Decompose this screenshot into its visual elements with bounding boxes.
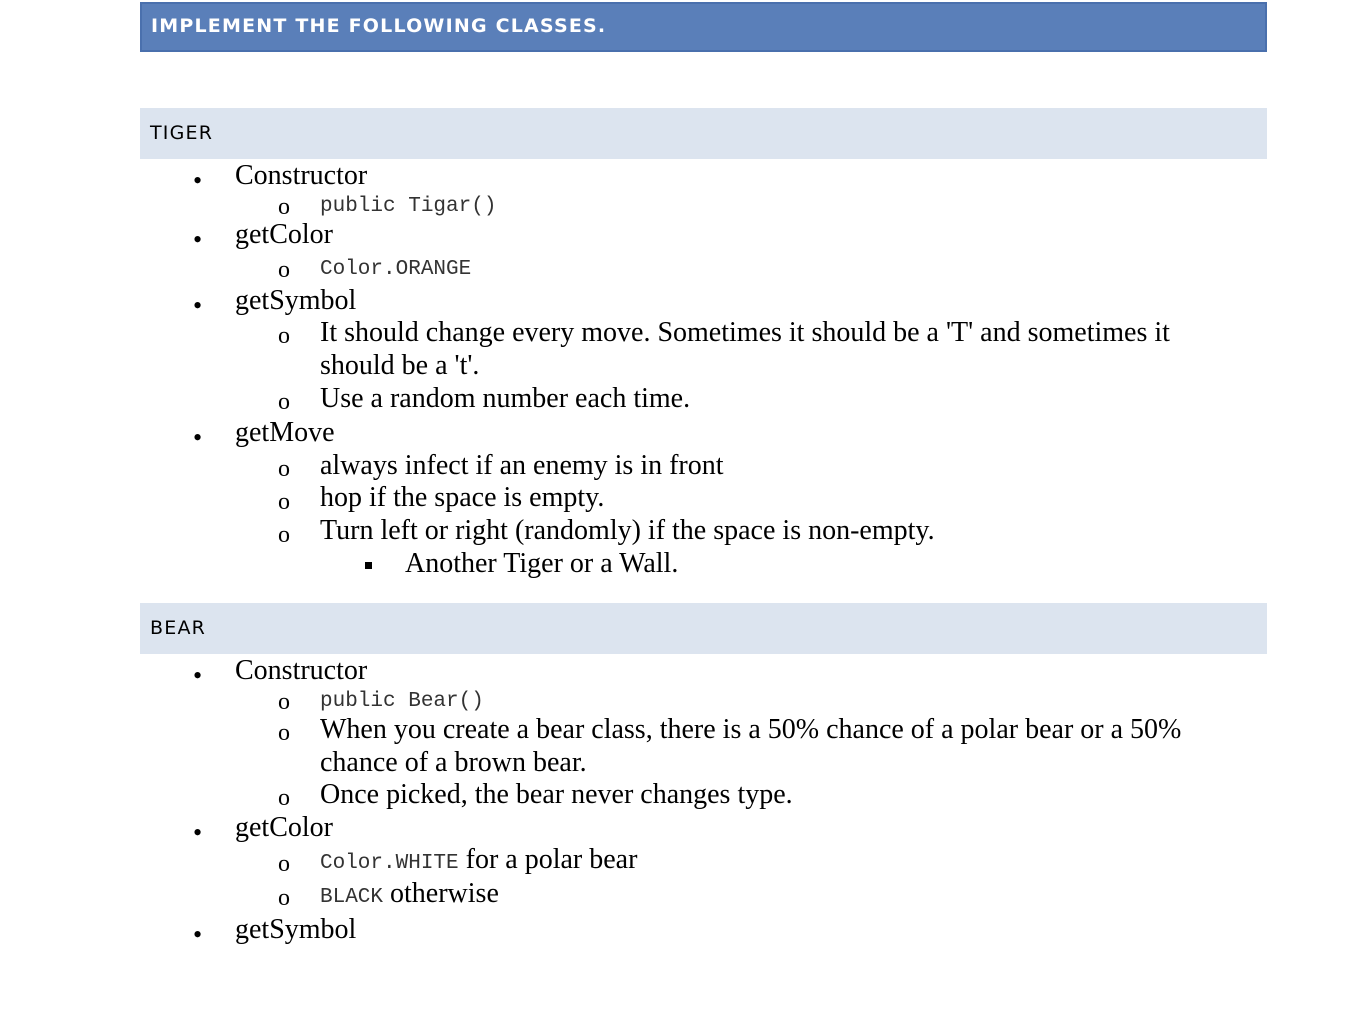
bullet-circle: o xyxy=(278,489,290,515)
tiger-heading: TIGER xyxy=(150,122,214,144)
bullet-disc: • xyxy=(193,291,203,320)
bullet-disc: • xyxy=(193,818,203,847)
bullet-circle: o xyxy=(278,194,290,220)
bullet-circle: o xyxy=(278,522,290,548)
bullet-circle: o xyxy=(278,720,290,746)
document-title: IMPLEMENT THE FOLLOWING CLASSES. xyxy=(151,15,607,37)
bullet-disc: • xyxy=(193,661,203,690)
bear-getcolor-code-1: Color.WHITE xyxy=(320,852,459,875)
tiger-constructor-label: Constructor xyxy=(235,160,368,191)
bullet-circle: o xyxy=(278,456,290,482)
bullet-disc: • xyxy=(193,423,203,452)
tiger-constructor-code: public Tigar() xyxy=(320,195,497,218)
bear-getcolor-label: getColor xyxy=(235,812,333,843)
bullet-circle: o xyxy=(278,851,290,877)
bear-constructor-item-2a: When you create a bear class, there is a 50% chance of a polar bear or a 50% xyxy=(320,714,1182,745)
bullet-circle: o xyxy=(278,785,290,811)
bear-constructor-code: public Bear() xyxy=(320,690,484,713)
tiger-getsymbol-label: getSymbol xyxy=(235,285,357,316)
bullet-disc: • xyxy=(193,166,203,195)
bear-getcolor-item-1 xyxy=(320,844,637,876)
bear-constructor-item-2b: chance of a brown bear. xyxy=(320,747,587,778)
bear-getcolor-text-1: for a polar bear xyxy=(458,844,638,875)
bear-heading: BEAR xyxy=(150,617,207,639)
tiger-getmove-item-1: always infect if an enemy is in front xyxy=(320,450,724,481)
tiger-getsymbol-item-1a: It should change every move. Sometimes it should be a 'T' and sometimes it xyxy=(320,317,1170,348)
bear-getcolor-text-2: otherwise xyxy=(383,878,499,909)
bullet-disc: • xyxy=(193,225,203,254)
bullet-disc: • xyxy=(193,920,203,949)
tiger-getmove-item-2: hop if the space is empty. xyxy=(320,482,605,513)
bear-section-header xyxy=(140,603,1267,654)
bear-constructor-label: Constructor xyxy=(235,655,368,686)
document-title-bar xyxy=(140,2,1267,52)
bear-constructor-item-3: Once picked, the bear never changes type. xyxy=(320,779,793,810)
bullet-square xyxy=(365,562,372,569)
bullet-circle: o xyxy=(278,323,290,349)
tiger-section-header xyxy=(140,108,1267,159)
bullet-circle: o xyxy=(278,885,290,911)
tiger-getsymbol-item-2: Use a random number each time. xyxy=(320,383,691,414)
bullet-circle: o xyxy=(278,389,290,415)
tiger-getmove-item-3: Turn left or right (randomly) if the space is non-empty. xyxy=(320,515,935,546)
bullet-circle: o xyxy=(278,257,290,283)
tiger-getsymbol-item-1b: should be a 't'. xyxy=(320,350,480,381)
tiger-getcolor-label: getColor xyxy=(235,219,333,250)
bullet-circle: o xyxy=(278,689,290,715)
tiger-getcolor-code: Color.ORANGE xyxy=(320,258,472,281)
bear-getcolor-code-2: BLACK xyxy=(320,886,384,909)
bear-getsymbol-label: getSymbol xyxy=(235,914,357,945)
tiger-getmove-label: getMove xyxy=(235,417,335,448)
bear-getcolor-item-2 xyxy=(320,878,499,910)
tiger-getmove-subitem: Another Tiger or a Wall. xyxy=(405,548,679,579)
